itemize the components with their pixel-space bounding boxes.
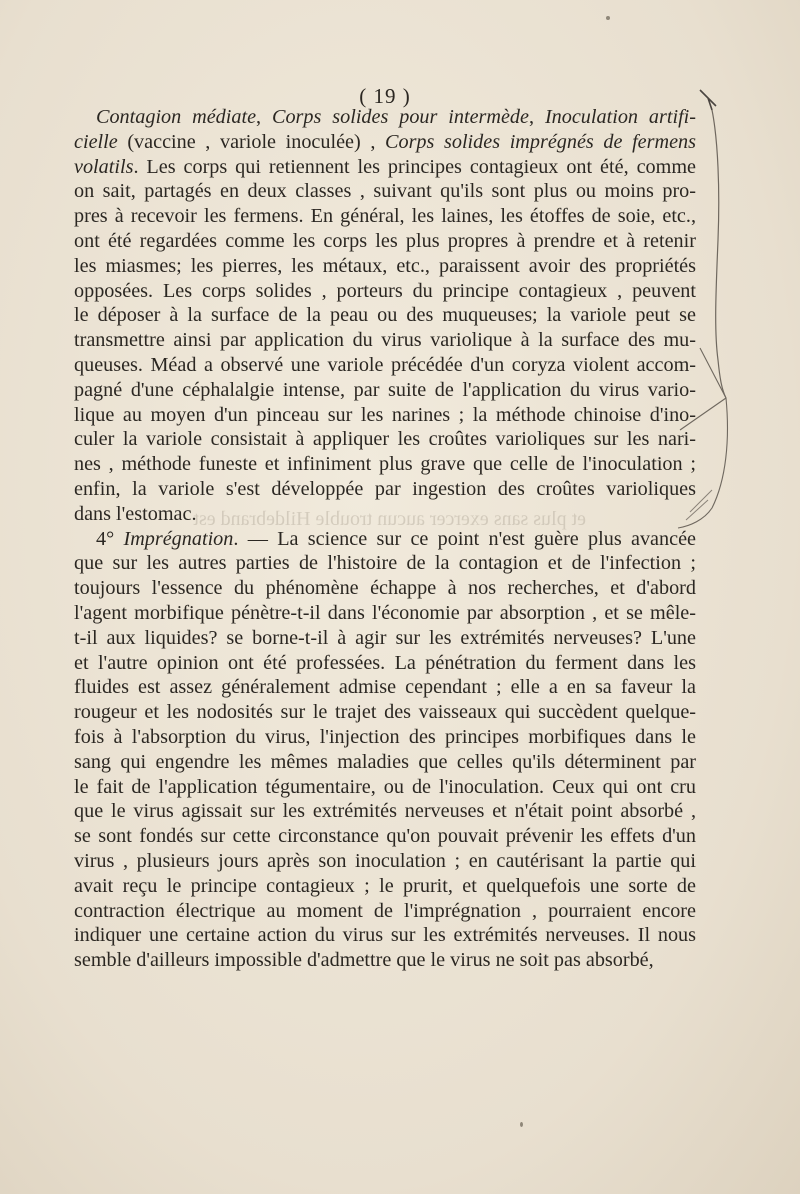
text-line: [74, 874, 696, 899]
text-run: 4°: [96, 527, 124, 550]
text-line: [74, 775, 696, 800]
text-line: [74, 700, 696, 725]
page-number: ( 19 ): [359, 84, 411, 108]
text-line: [74, 824, 696, 849]
text-run: nes , méthode funeste et infiniment plus grave que celle de l'inoculation ;: [74, 453, 696, 476]
margin-pencil-mark: [660, 80, 780, 540]
text-line: [74, 254, 696, 279]
text-line: [74, 328, 696, 353]
text-line: [74, 725, 696, 750]
text-line: [74, 799, 696, 824]
text-run: enfin, la variole s'est développée par ingestion des croûtes varioliques: [74, 477, 696, 500]
text-run: pagné d'une céphalalgie intense, par suite de l'application du virus vario-: [74, 378, 696, 401]
text-run: (vaccine , variole inoculée) ,: [117, 130, 386, 153]
text-run: t-il aux liquides? se borne-t-il à agir sur les extrémités nerveuses? L'une: [74, 626, 696, 649]
text-run: que le virus agissait sur les extrémités nerveuses et n'était point absorbé ,: [74, 800, 696, 823]
text-run: . — La science sur ce point n'est guère plus avancée: [233, 527, 696, 550]
text-run: les miasmes; les pierres, les métaux, etc., paraissent avoir des propriétés: [74, 254, 696, 277]
text-run: contraction électrique au moment de l'imprégnation , pourraient encore: [74, 899, 696, 922]
text-line: [74, 279, 696, 304]
text-run: on sait, partagés en deux classes , suivant qu'ils sont plus ou moins pro-: [74, 180, 696, 203]
text-line: [74, 179, 696, 204]
text-run: virus , plusieurs jours après son inoculation ; en cautérisant la partie qui: [74, 849, 696, 872]
text-line: [74, 923, 696, 948]
text-run: fluides est assez généralement admise cependant ; elle a en sa faveur la: [74, 676, 696, 699]
text-run: indiquer une certaine action du virus sur les extrémités nerveuses. Il nous: [74, 924, 696, 947]
text-line: [74, 750, 696, 775]
text-line: [74, 651, 696, 676]
text-run: toujours l'essence du phénomène échappe à nos recherches, et d'abord: [74, 577, 696, 600]
paragraph-impregnation: [74, 527, 696, 973]
text-line: [74, 403, 696, 428]
text-line: [74, 229, 696, 254]
text-run: transmettre ainsi par application du virus variolique à la surface des mu-: [74, 329, 696, 352]
italic-run: Inoculation artifi-: [544, 106, 697, 128]
text-run: ,: [528, 106, 545, 128]
text-line: [74, 576, 696, 601]
italic-run: Corps solides pour intermède: [272, 106, 529, 128]
text-line: [74, 130, 696, 155]
body-text: [74, 105, 696, 973]
text-run: ,: [256, 106, 272, 128]
text-line: [74, 899, 696, 924]
text-run: l'agent morbifique pénètre-t-il dans l'économie par absorption , et se mêle-: [74, 601, 696, 624]
text-run: pres à recevoir les fermens. En général, les laines, les étoffes de soie, etc.,: [74, 205, 696, 228]
text-run: semble d'ailleurs impossible d'admettre que le virus ne soit pas absorbé,: [74, 949, 654, 972]
text-run: dans l'estomac.: [74, 502, 197, 525]
text-run: et l'autre opinion ont été professées. La pénétration du ferment dans les: [74, 651, 696, 674]
bleed-through-text: et plus sans exercer aucun trouble Hildebrand est: [193, 508, 586, 530]
text-run: sang qui engendre les mêmes maladies que celles qu'ils déterminent par: [74, 750, 696, 773]
italic-run: Contagion médiate: [96, 106, 257, 128]
text-line: [74, 948, 696, 973]
text-run: ont été regardées comme les corps les plus propres à prendre et à retenir: [74, 229, 696, 252]
text-line: [74, 601, 696, 626]
text-run: fois à l'absorption du virus, l'injection des principes morbifiques dans le: [74, 725, 696, 748]
paper-speck: [606, 16, 610, 20]
text-run: queuses. Méad a observé une variole précédée d'un coryza violent accom-: [74, 353, 696, 376]
italic-run: Corps solides imprégnés de fermens: [385, 130, 696, 153]
paper-speck: [520, 1122, 523, 1127]
text-run: culer la variole consistait à appliquer les croûtes varioliques sur les nari-: [74, 428, 696, 451]
text-run: se sont fondés sur cette circonstance qu'on pouvait prévenir les effets d'un: [74, 825, 696, 848]
text-line: [74, 675, 696, 700]
text-line: [74, 502, 696, 527]
text-line: [74, 353, 696, 378]
text-run: . Les corps qui retiennent les principes contagieux ont été, comme: [133, 155, 696, 178]
text-line: [74, 378, 696, 403]
text-line: [74, 155, 696, 180]
text-line: [74, 204, 696, 229]
text-run: avait reçu le principe contagieux ; le prurit, et quelquefois une sorte de: [74, 874, 696, 897]
text-line: [74, 626, 696, 651]
italic-run: volatils: [74, 155, 134, 178]
text-line: [74, 527, 696, 552]
text-line: [74, 427, 696, 452]
text-run: lique au moyen d'un pinceau sur les narines ; la méthode chinoise d'ino-: [74, 403, 696, 426]
text-run: opposées. Les corps solides , porteurs du principe contagieux , peuvent: [74, 279, 696, 302]
italic-run: Imprégnation: [123, 527, 234, 550]
text-run: le déposer à la surface de la peau ou des muqueuses; la variole peut se: [74, 304, 696, 327]
paragraph-contagion-mediate: [74, 105, 696, 527]
text-run: le fait de l'application tégumentaire, ou de l'inoculation. Ceux qui ont cru: [74, 775, 696, 798]
italic-run: cielle: [74, 130, 118, 153]
text-line: [74, 452, 696, 477]
text-line: [74, 303, 696, 328]
text-line: [74, 105, 696, 130]
text-run: que sur les autres parties de l'histoire de la contagion et de l'infection ;: [74, 552, 696, 575]
text-line: [74, 477, 696, 502]
text-line: [74, 551, 696, 576]
text-line: [74, 849, 696, 874]
text-run: rougeur et les nodosités sur le trajet des vaisseaux qui succèdent quelque-: [74, 701, 696, 724]
